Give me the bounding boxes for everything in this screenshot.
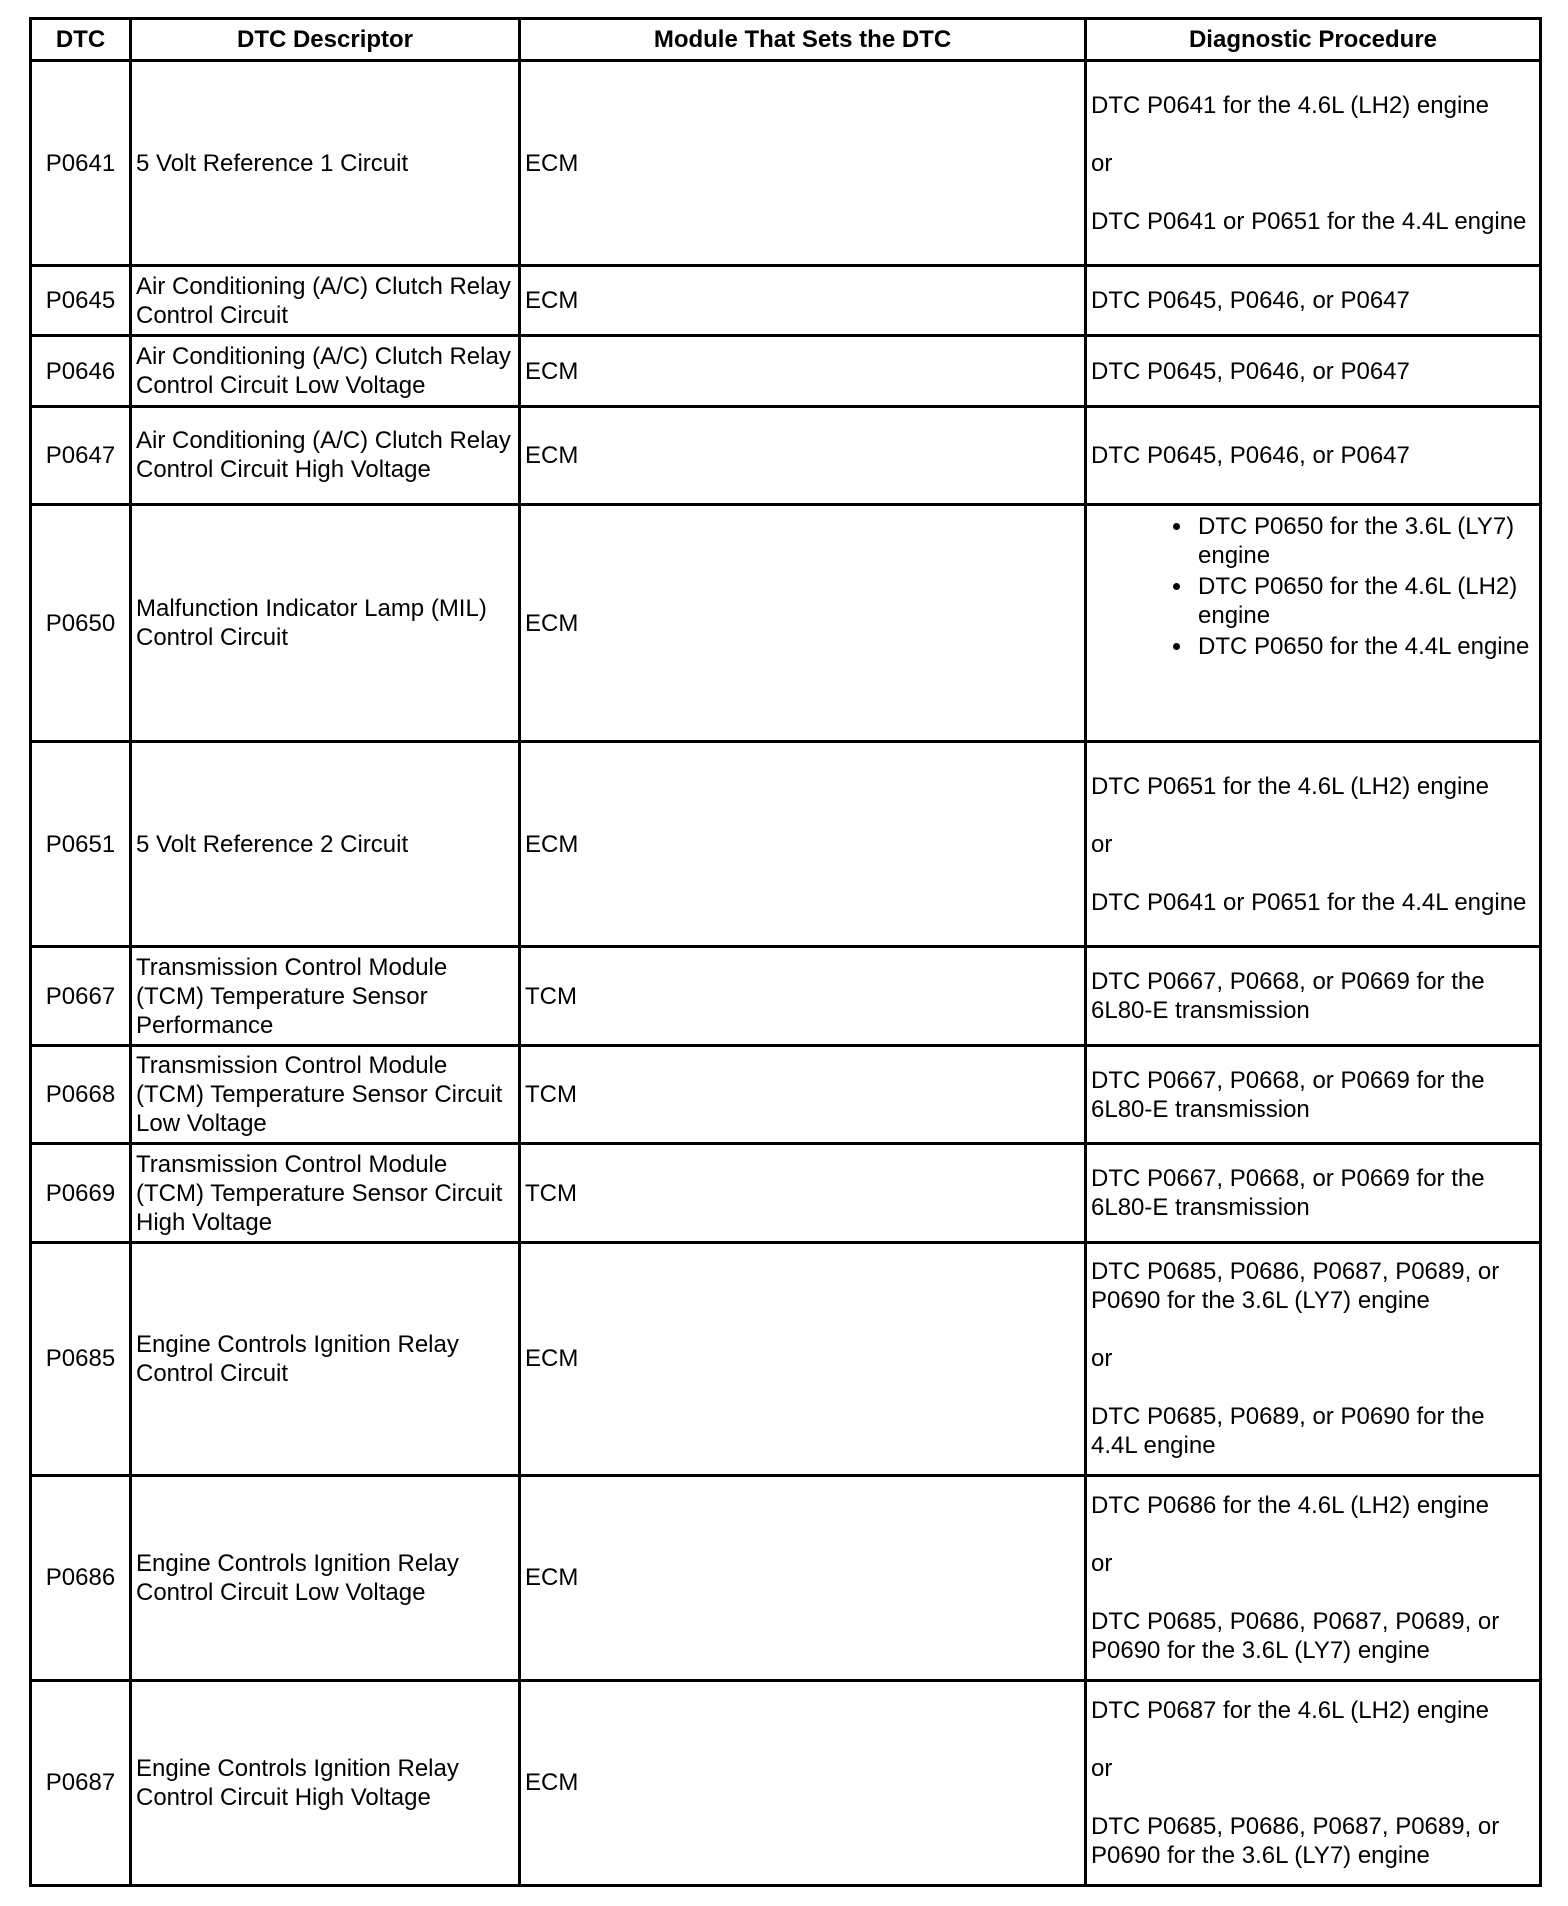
dtc-descriptor: Engine Controls Ignition Relay Control Circuit [131, 1242, 520, 1475]
spacer [1091, 1520, 1535, 1549]
dtc-code: P0646 [31, 336, 131, 406]
dtc-descriptor: 5 Volt Reference 1 Circuit [131, 61, 520, 266]
diagnostic-procedure [1086, 1680, 1541, 1885]
header-dtc: DTC [31, 19, 131, 61]
procedure-or: or [1091, 1345, 1113, 1373]
diagnostic-procedure [1086, 742, 1541, 947]
diagnostic-procedure [1086, 1475, 1541, 1680]
spacer [1091, 178, 1535, 207]
dtc-code: P0645 [31, 266, 131, 336]
dtc-descriptor: Air Conditioning (A/C) Clutch Relay Control Circuit Low Voltage [131, 336, 520, 406]
dtc-descriptor: Engine Controls Ignition Relay Control Circuit Low Voltage [131, 1475, 520, 1680]
procedure-link[interactable]: DTC P0641 for the 4.6L (LH2) engine [1091, 91, 1490, 119]
spacer [1091, 1725, 1535, 1754]
procedure-link[interactable]: DTC P0651 for the 4.6L (LH2) engine [1091, 772, 1490, 800]
diagnostic-procedure[interactable]: DTC P0645, P0646, or P0647 [1086, 406, 1541, 504]
table-row [31, 61, 1541, 266]
spacer [1091, 1578, 1535, 1607]
procedure-bullet-list [1091, 506, 1535, 669]
table-row [31, 266, 1541, 336]
module-name: ECM [520, 1680, 1086, 1885]
procedure-or: or [1091, 1549, 1113, 1577]
header-module: Module That Sets the DTC [520, 19, 1086, 61]
table-row [31, 947, 1541, 1045]
module-name: ECM [520, 1475, 1086, 1680]
procedure-or: or [1091, 830, 1113, 858]
dtc-code: P0669 [31, 1144, 131, 1242]
table-row [31, 1045, 1541, 1143]
diagnostic-procedure[interactable]: DTC P0667, P0668, or P0669 for the 6L80-E transmission [1086, 1144, 1541, 1242]
module-name: ECM [520, 406, 1086, 504]
diagnostic-procedure [1086, 505, 1541, 742]
module-name: ECM [520, 1242, 1086, 1475]
dtc-code: P0647 [31, 406, 131, 504]
diagnostic-procedure [1086, 1242, 1541, 1475]
table-row [31, 1144, 1541, 1242]
dtc-descriptor: Transmission Control Module (TCM) Temperature Sensor Performance [131, 947, 520, 1045]
dtc-descriptor: 5 Volt Reference 2 Circuit [131, 742, 520, 947]
table-row [31, 406, 1541, 504]
procedure-link[interactable]: DTC P0687 for the 4.6L (LH2) engine [1091, 1696, 1490, 1724]
dtc-code: P0685 [31, 1242, 131, 1475]
diagnostic-procedure[interactable]: DTC P0645, P0646, or P0647 [1086, 266, 1541, 336]
dtc-code: P0668 [31, 1045, 131, 1143]
dtc-descriptor: Transmission Control Module (TCM) Temperature Sensor Circuit Low Voltage [131, 1045, 520, 1143]
procedure-link[interactable]: DTC P0685, P0686, P0687, P0689, or P0690 for the 3.6L (LY7) engine [1091, 1258, 1500, 1315]
module-name: ECM [520, 742, 1086, 947]
dtc-code: P0650 [31, 505, 131, 742]
procedure-bullet-item[interactable]: • DTC P0650 for the 4.6L (LH2) engine [1194, 572, 1535, 630]
diagnostic-procedure[interactable]: DTC P0667, P0668, or P0669 for the 6L80-E transmission [1086, 1045, 1541, 1143]
spacer [1091, 859, 1535, 888]
spacer [1091, 1783, 1535, 1812]
table-row [31, 742, 1541, 947]
procedure-bullet-item[interactable]: • DTC P0650 for the 3.6L (LY7) engine [1194, 512, 1535, 570]
module-name: ECM [520, 266, 1086, 336]
dtc-descriptor: Transmission Control Module (TCM) Temperature Sensor Circuit High Voltage [131, 1144, 520, 1242]
diagnostic-procedure [1086, 61, 1541, 266]
procedure-or: or [1091, 1754, 1113, 1782]
header-row [31, 19, 1541, 61]
dtc-descriptor: Malfunction Indicator Lamp (MIL) Control Circuit [131, 505, 520, 742]
dtc-descriptor: Air Conditioning (A/C) Clutch Relay Control Circuit High Voltage [131, 406, 520, 504]
procedure-link[interactable]: DTC P0641 or P0651 for the 4.4L engine [1091, 207, 1527, 235]
diagnostic-procedure[interactable]: DTC P0667, P0668, or P0669 for the 6L80-E transmission [1086, 947, 1541, 1045]
module-name: ECM [520, 505, 1086, 742]
dtc-code: P0687 [31, 1680, 131, 1885]
procedure-link[interactable]: DTC P0685, P0686, P0687, P0689, or P0690 for the 3.6L (LY7) engine [1091, 1607, 1500, 1664]
table-row [31, 1475, 1541, 1680]
table-row [31, 1680, 1541, 1885]
dtc-table [29, 17, 1542, 1887]
module-name: ECM [520, 336, 1086, 406]
spacer [1091, 801, 1535, 830]
procedure-bullet-item[interactable]: • DTC P0650 for the 4.4L engine [1194, 632, 1535, 661]
table-row [31, 1242, 1541, 1475]
dtc-code: P0686 [31, 1475, 131, 1680]
module-name: TCM [520, 947, 1086, 1045]
dtc-descriptor: Air Conditioning (A/C) Clutch Relay Control Circuit [131, 266, 520, 336]
table-row [31, 336, 1541, 406]
header-dtc-descriptor: DTC Descriptor [131, 19, 520, 61]
spacer [1091, 120, 1535, 149]
spacer [1091, 1373, 1535, 1402]
dtc-code: P0667 [31, 947, 131, 1045]
dtc-descriptor: Engine Controls Ignition Relay Control Circuit High Voltage [131, 1680, 520, 1885]
module-name: ECM [520, 61, 1086, 266]
dtc-code: P0651 [31, 742, 131, 947]
procedure-or: or [1091, 149, 1113, 177]
module-name: TCM [520, 1144, 1086, 1242]
table-row [31, 505, 1541, 742]
diagnostic-procedure[interactable]: DTC P0645, P0646, or P0647 [1086, 336, 1541, 406]
module-name: TCM [520, 1045, 1086, 1143]
spacer [1091, 1315, 1535, 1344]
procedure-link[interactable]: DTC P0686 for the 4.6L (LH2) engine [1091, 1491, 1490, 1519]
header-diagnostic-procedure: Diagnostic Procedure [1086, 19, 1541, 61]
procedure-link[interactable]: DTC P0685, P0686, P0687, P0689, or P0690 for the 3.6L (LY7) engine [1091, 1812, 1500, 1869]
procedure-link[interactable]: DTC P0641 or P0651 for the 4.4L engine [1091, 888, 1527, 916]
procedure-link[interactable]: DTC P0685, P0689, or P0690 for the 4.4L engine [1091, 1403, 1485, 1460]
dtc-code: P0641 [31, 61, 131, 266]
